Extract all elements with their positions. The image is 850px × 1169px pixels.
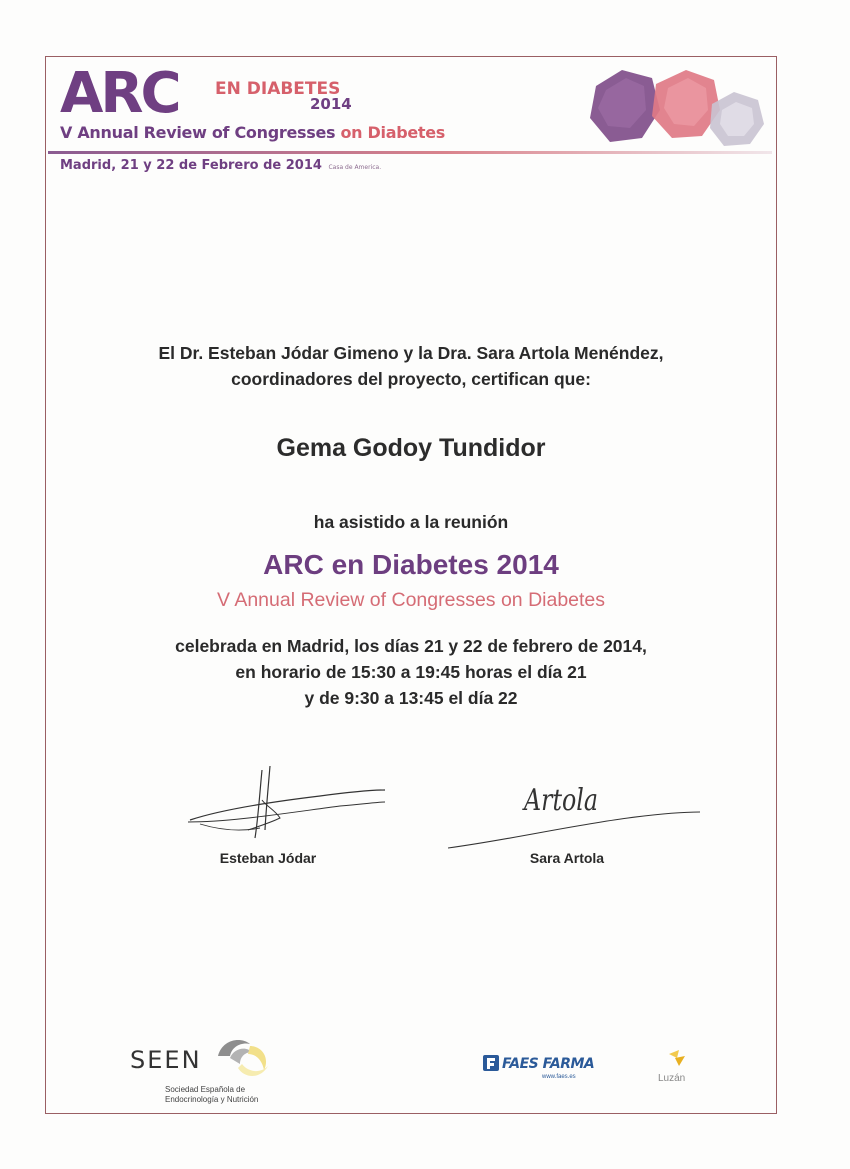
signatory-left-name: Esteban Jódar — [219, 850, 317, 866]
header-subtitle-main: V Annual Review of Congresses — [60, 123, 336, 142]
seen-swirl-icon — [212, 1034, 272, 1080]
event-details — [45, 633, 777, 711]
certify-line-1: El Dr. Esteban Jódar Gimeno y la Dra. Sara Artola Menéndez, — [158, 343, 664, 363]
seen-tagline-1: Sociedad Española de — [165, 1085, 246, 1094]
faes-farma-icon — [482, 1054, 500, 1072]
certifying-statement — [45, 340, 777, 392]
attendance-statement: ha asistido a la reunión — [313, 512, 509, 532]
certify-line-2: coordinadores del proyecto, certifican que: — [231, 369, 591, 389]
faes-farma-wordmark: FAES FARMA — [502, 1056, 595, 1072]
signature-left — [180, 760, 390, 850]
header-date-text: Madrid, 21 y 22 de Febrero de 2014 — [60, 158, 322, 173]
faes-farma-url: www.faes.es — [542, 1074, 576, 1080]
header-divider — [48, 151, 772, 154]
signature-handwriting: Artola — [521, 783, 598, 818]
luzan-wordmark: Luzán — [658, 1073, 686, 1084]
signature-right — [448, 760, 704, 850]
seen-wordmark: SEEN — [130, 1046, 202, 1074]
seen-tagline-2: Endocrinología y Nutrición — [165, 1095, 259, 1104]
header-date — [60, 158, 381, 173]
faes-farma-logo — [482, 1052, 612, 1088]
luzan-logo — [655, 1046, 703, 1088]
details-line-2: en horario de 15:30 a 19:45 horas el día 21 — [235, 662, 587, 682]
header-subtitle — [60, 123, 445, 142]
event-subtitle: V Annual Review of Congresses on Diabetes — [216, 589, 606, 611]
event-title: ARC en Diabetes 2014 — [263, 549, 559, 580]
seen-logo — [130, 1032, 290, 1108]
event-header — [60, 61, 775, 186]
header-subtitle-highlight: on Diabetes — [335, 123, 446, 142]
arc-logo-text: ARC — [60, 61, 179, 126]
recipient-name: Gema Godoy Tundidor — [276, 434, 546, 462]
polygon-gems-icon — [586, 66, 770, 148]
logo-en-diabetes: EN DIABETES — [215, 79, 341, 99]
details-line-3: y de 9:30 a 13:45 el día 22 — [304, 688, 518, 708]
logo-year: 2014 — [310, 95, 352, 113]
header-venue: Casa de America. — [328, 164, 382, 171]
certificate-frame — [45, 56, 777, 1114]
details-line-1: celebrada en Madrid, los días 21 y 22 de febrero de 2014, — [175, 636, 647, 656]
signatory-right-name: Sara Artola — [529, 850, 605, 866]
luzan-mark-icon — [667, 1048, 689, 1070]
